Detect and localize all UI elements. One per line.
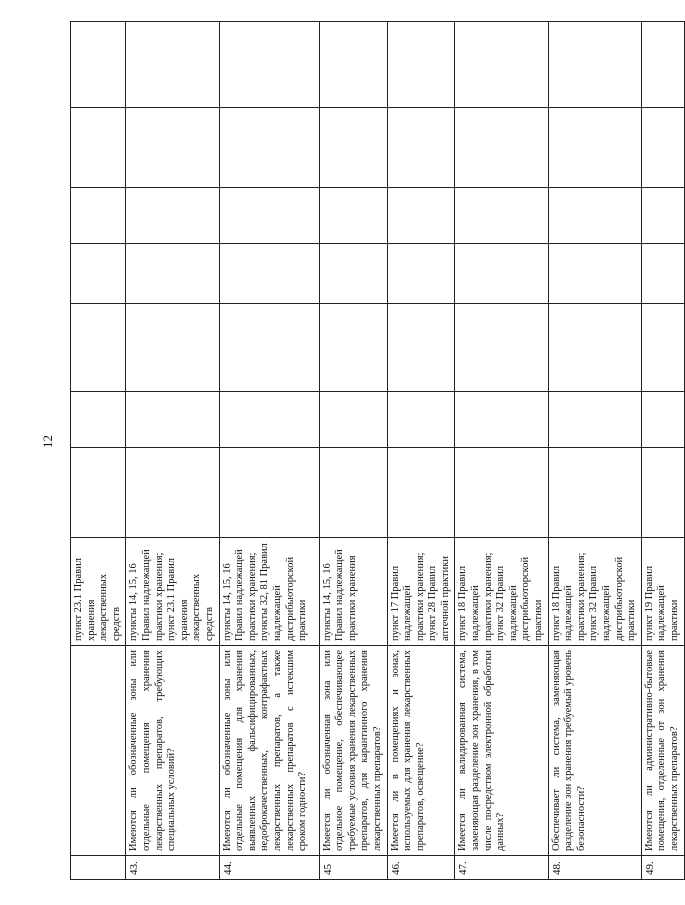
answer-cell[interactable] <box>455 304 548 392</box>
table-row <box>548 22 641 880</box>
answer-cell[interactable] <box>455 188 548 244</box>
answer-cell[interactable] <box>219 244 319 304</box>
reference-cell: пункты 14, 15, 16 Правил надлежащей практики хранения; пункты 32, 81 Правил надлежащей дистрибьюторской практики <box>219 538 319 646</box>
row-number: 45 <box>319 856 387 880</box>
row-number: 44. <box>219 856 319 880</box>
answer-cell[interactable] <box>319 22 387 108</box>
answer-cell[interactable] <box>455 108 548 188</box>
answer-cell[interactable] <box>387 304 455 392</box>
row-number: 43. <box>126 856 219 880</box>
answer-cell[interactable] <box>126 188 219 244</box>
answer-cell[interactable] <box>71 304 126 392</box>
table-row <box>319 22 387 880</box>
answer-cell[interactable] <box>641 188 684 244</box>
answer-cell[interactable] <box>641 304 684 392</box>
answer-cell[interactable] <box>387 392 455 448</box>
answer-cell[interactable] <box>219 22 319 108</box>
answer-cell[interactable] <box>126 244 219 304</box>
reference-cell: пункт 23.1 Правил хранения лекарственных средств <box>71 538 126 646</box>
answer-cell[interactable] <box>319 244 387 304</box>
answer-cell[interactable] <box>455 448 548 538</box>
reference-cell: пункты 14, 15, 16 Правил надлежащей практики хранения <box>319 538 387 646</box>
answer-cell[interactable] <box>319 392 387 448</box>
answer-cell[interactable] <box>455 392 548 448</box>
question-cell: Имеются ли обозначенные зоны или отдельные помещения хранения лекарственных препаратов, требующих специальных условий? <box>126 646 219 856</box>
row-number: 49. <box>641 856 684 880</box>
answer-cell[interactable] <box>641 244 684 304</box>
answer-cell[interactable] <box>71 244 126 304</box>
reference-cell: пункт 18 Правил надлежащей практики хранения; пункт 32 Правил надлежащей дистрибьюторской практики <box>455 538 548 646</box>
reference-cell: пункт 19 Правил надлежащей практики <box>641 538 684 646</box>
reference-cell: пункты 14, 15, 16 Правил надлежащей практики хранения; пункт 23.1 Правил хранения лекарственных средств <box>126 538 219 646</box>
answer-cell[interactable] <box>455 22 548 108</box>
answer-cell[interactable] <box>126 392 219 448</box>
answer-cell[interactable] <box>126 448 219 538</box>
answer-cell[interactable] <box>126 108 219 188</box>
question-cell: Имеется ли обозначенная зона или отдельное помещение, обеспечивающее требуемые условия хранения лекарственных препаратов, для карантинного хранения лекарственных препаратов? <box>319 646 387 856</box>
question-cell: Имеется ли в помещениях и зонах, используемых для хранения лекарственных препаратов, освещение? <box>387 646 455 856</box>
table-row <box>641 22 684 880</box>
answer-cell[interactable] <box>641 392 684 448</box>
answer-cell[interactable] <box>641 22 684 108</box>
answer-cell[interactable] <box>387 188 455 244</box>
answer-cell[interactable] <box>219 304 319 392</box>
checklist-table <box>70 21 685 880</box>
answer-cell[interactable] <box>641 448 684 538</box>
question-cell: Обеспечивает ли система, заменяющая разделение зон хранения требуемый уровень безопасности? <box>548 646 641 856</box>
answer-cell[interactable] <box>219 448 319 538</box>
answer-cell[interactable] <box>548 448 641 538</box>
answer-cell[interactable] <box>548 22 641 108</box>
answer-cell[interactable] <box>319 304 387 392</box>
answer-cell[interactable] <box>319 188 387 244</box>
answer-cell[interactable] <box>71 22 126 108</box>
question-cell: Имеется ли валидированная система, заменяющая разделение зон хранения, в том числе посредством электронной обработки данных? <box>455 646 548 856</box>
table-row <box>387 22 455 880</box>
answer-cell[interactable] <box>319 108 387 188</box>
row-number <box>71 856 126 880</box>
answer-cell[interactable] <box>219 392 319 448</box>
answer-cell[interactable] <box>219 108 319 188</box>
question-cell: Имеются ли административно-бытовые помещения, отделенные от зон хранения лекарственных препаратов? <box>641 646 684 856</box>
answer-cell[interactable] <box>71 188 126 244</box>
table-row <box>219 22 319 880</box>
answer-cell[interactable] <box>71 448 126 538</box>
checklist-table-container <box>70 22 680 880</box>
reference-cell: пункт 18 Правил надлежащей практики хранения; пункт 32 Правил надлежащей дистрибьюторской практики <box>548 538 641 646</box>
answer-cell[interactable] <box>219 188 319 244</box>
answer-cell[interactable] <box>387 448 455 538</box>
answer-cell[interactable] <box>548 304 641 392</box>
answer-cell[interactable] <box>548 188 641 244</box>
table-row <box>126 22 219 880</box>
row-number: 46. <box>387 856 455 880</box>
row-number: 47. <box>455 856 548 880</box>
reference-cell: пункт 17 Правил надлежащей практики хранения; пункт 28 Правил аптечной практики <box>387 538 455 646</box>
answer-cell[interactable] <box>319 448 387 538</box>
answer-cell[interactable] <box>387 22 455 108</box>
table-row <box>455 22 548 880</box>
answer-cell[interactable] <box>548 108 641 188</box>
answer-cell[interactable] <box>641 108 684 188</box>
page-number: 12 <box>40 435 55 448</box>
answer-cell[interactable] <box>71 392 126 448</box>
answer-cell[interactable] <box>455 244 548 304</box>
answer-cell[interactable] <box>126 304 219 392</box>
answer-cell[interactable] <box>71 108 126 188</box>
answer-cell[interactable] <box>548 244 641 304</box>
answer-cell[interactable] <box>126 22 219 108</box>
table-row <box>71 22 126 880</box>
row-number: 48. <box>548 856 641 880</box>
answer-cell[interactable] <box>387 108 455 188</box>
question-cell <box>71 646 126 856</box>
answer-cell[interactable] <box>387 244 455 304</box>
question-cell: Имеются ли обозначенные зоны или отдельные помещения для хранения выявленных фальсифицированных, недоброкачественных, контрафактных лекарственных препаратов, а также лекарственных препаратов с истекшим сроком годности? <box>219 646 319 856</box>
answer-cell[interactable] <box>548 392 641 448</box>
